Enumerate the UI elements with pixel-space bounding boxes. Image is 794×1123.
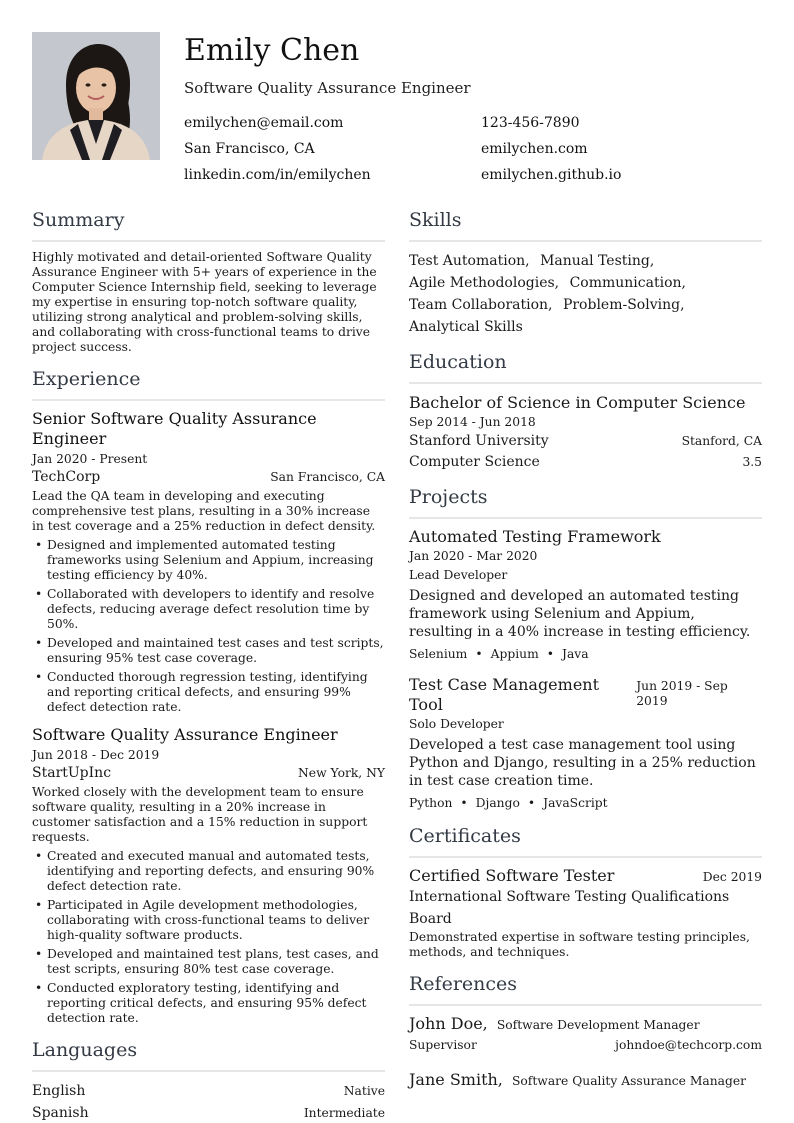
- reference-name: Jane Smith,: [409, 1070, 503, 1089]
- language-level: Native: [343, 1084, 385, 1098]
- languages-section: [32, 1038, 385, 1123]
- education-heading: Education: [409, 350, 762, 384]
- skill-item: Analytical Skills: [409, 319, 523, 335]
- skill-item: Manual Testing,: [540, 253, 655, 269]
- job-dates: Jan 2020 - Present: [32, 452, 148, 466]
- certificate-title: Certified Software Tester: [409, 866, 615, 885]
- job-bullet: • Developed and maintained test cases and test scripts, ensuring 95% test case coverage.: [32, 636, 385, 666]
- candidate-name: Emily Chen: [184, 33, 360, 68]
- project-dates: Jan 2020 - Mar 2020: [409, 549, 538, 563]
- skill-item: Communication,: [569, 275, 686, 291]
- summary-section: [32, 208, 385, 355]
- education-dates: Sep 2014 - Jun 2018: [409, 415, 536, 429]
- location-text: San Francisco, CA: [184, 141, 315, 157]
- certificates-section: [409, 824, 762, 960]
- references-heading: References: [409, 972, 762, 1006]
- job-bullet: • Designed and implemented automated testing frameworks using Selenium and Appium, increasing testing efficiency by 40%.: [32, 538, 385, 583]
- job-location: New York, NY: [298, 766, 385, 780]
- job-bullets: [32, 849, 385, 1026]
- job-bullet: • Collaborated with developers to identify and resolve defects, reducing average defect resolution time by 50%.: [32, 587, 385, 632]
- phone-number[interactable]: 123-456-7890: [481, 115, 580, 131]
- skills-section: [409, 208, 762, 338]
- certificate-date: Dec 2019: [702, 870, 762, 884]
- job-bullets: [32, 538, 385, 715]
- github-link[interactable]: emilychen.github.io: [481, 167, 622, 183]
- project-role: Solo Developer: [409, 717, 504, 731]
- projects-heading: Projects: [409, 485, 762, 519]
- job-title: Senior Software Quality Assurance Engineer: [32, 409, 317, 448]
- experience-section: [32, 367, 385, 1026]
- job-bullet: • Conducted thorough regression testing, identifying and reporting critical defects, and ensuring 99% defect detection rate.: [32, 670, 385, 715]
- profile-photo-illustration: [32, 32, 160, 160]
- skills-heading: Skills: [409, 208, 762, 242]
- job-dates: Jun 2018 - Dec 2019: [32, 748, 160, 762]
- job-entry: [32, 409, 385, 715]
- education-degree: Bachelor of Science in Computer Science: [409, 393, 746, 412]
- project-tag: Appium: [490, 647, 539, 661]
- language-name: English: [32, 1083, 86, 1099]
- job-bullet: • Developed and maintained test plans, test cases, and test scripts, ensuring 80% test case coverage.: [32, 947, 385, 977]
- skill-item: Team Collaboration,: [409, 297, 553, 313]
- job-entry: [32, 725, 385, 1026]
- right-column: [409, 208, 762, 1104]
- reference-email[interactable]: johndoe@techcorp.com: [615, 1038, 762, 1052]
- skill-item: Test Automation,: [409, 253, 530, 269]
- tag-separator: •: [460, 796, 468, 810]
- job-bullet: • Participated in Agile development methodologies, collaborating with cross-functional teams to deliver high-quality software products.: [32, 898, 385, 943]
- job-title: Software Quality Assurance Engineer: [32, 725, 338, 744]
- project-tag: JavaScript: [543, 796, 608, 810]
- project-tag: Java: [562, 647, 589, 661]
- language-level: Intermediate: [303, 1106, 385, 1120]
- website-link[interactable]: emilychen.com: [481, 141, 588, 157]
- languages-heading: Languages: [32, 1038, 385, 1072]
- project-description: Developed a test case management tool using Python and Django, resulting in a 25% reduction in test case creation time.: [409, 737, 756, 789]
- project-entry: [409, 527, 762, 663]
- references-section: [409, 972, 762, 1090]
- project-description: Designed and developed an automated testing framework using Selenium and Appium, resulting in a 40% increase in testing efficiency.: [409, 588, 751, 640]
- job-location: San Francisco, CA: [270, 470, 385, 484]
- education-school: Stanford University: [409, 433, 549, 449]
- tag-separator: •: [546, 647, 555, 661]
- project-dates: Jun 2019 - Sep 2019: [636, 679, 728, 708]
- reference-entry: [409, 1070, 762, 1090]
- candidate-title: Software Quality Assurance Engineer: [184, 79, 471, 97]
- project-role: Lead Developer: [409, 568, 508, 582]
- job-company: TechCorp: [32, 469, 101, 485]
- education-location: Stanford, CA: [681, 434, 762, 448]
- education-gpa: 3.5: [742, 455, 762, 469]
- reference-role: Software Quality Assurance Manager: [511, 1074, 747, 1088]
- certificates-heading: Certificates: [409, 824, 762, 858]
- experience-heading: Experience: [32, 367, 385, 401]
- education-section: [409, 350, 762, 473]
- project-title: Test Case Management Tool: [409, 675, 600, 714]
- certificate-issuer: International Software Testing Qualifications Board: [409, 889, 730, 927]
- language-row: [32, 1102, 385, 1123]
- language-name: Spanish: [32, 1105, 89, 1121]
- job-summary: Lead the QA team in developing and executing comprehensive test plans, resulting in a 30% increase in test coverage and a 25% reduction in defect density.: [32, 489, 376, 533]
- profile-photo: [32, 32, 160, 160]
- tag-separator: •: [527, 796, 536, 810]
- project-tags: [409, 794, 762, 812]
- summary-text: Highly motivated and detail-oriented Software Quality Assurance Engineer with 5+ years of experience in the Computer Science Internship field, seeking to leverage my expertise in ensuring top-notch software quality, utilizing strong analytical and problem-solving skills, and collaborating with cross-functional teams to drive project success.: [32, 250, 377, 354]
- tag-separator: •: [475, 647, 483, 661]
- left-column: [32, 208, 385, 1123]
- skills-list: [409, 250, 762, 338]
- job-summary: Worked closely with the development team to ensure software quality, resulting in a 20% increase in customer satisfaction and a 15% reduction in support requests.: [32, 785, 368, 844]
- reference-name: John Doe,: [409, 1014, 488, 1033]
- project-tag: Selenium: [409, 647, 468, 661]
- project-tag: Django: [475, 796, 520, 810]
- email-link[interactable]: emilychen@email.com: [184, 115, 344, 131]
- language-row: [32, 1080, 385, 1102]
- job-company: StartUpInc: [32, 765, 112, 781]
- summary-heading: Summary: [32, 208, 385, 242]
- reference-role: Software Development Manager: [496, 1018, 700, 1032]
- skill-item: Agile Methodologies,: [409, 275, 560, 291]
- project-tags: [409, 645, 762, 663]
- project-tag: Python: [409, 796, 453, 810]
- job-bullet: • Conducted exploratory testing, identifying and reporting critical defects, and ensuring 95% defect detection rate.: [32, 981, 385, 1026]
- job-bullet: • Created and executed manual and automated tests, identifying and reporting defects, and ensuring 90% defect detection rate.: [32, 849, 385, 894]
- project-entry: [409, 675, 762, 812]
- certificate-description: Demonstrated expertise in software testing principles, methods, and techniques.: [409, 930, 750, 959]
- reference-relation: Supervisor: [409, 1038, 477, 1052]
- projects-section: [409, 485, 762, 812]
- reference-entry: [409, 1014, 762, 1056]
- project-title: Automated Testing Framework: [409, 527, 661, 546]
- skill-item: Problem-Solving,: [562, 297, 685, 313]
- education-field: Computer Science: [409, 454, 540, 470]
- linkedin-link[interactable]: linkedin.com/in/emilychen: [184, 167, 371, 183]
